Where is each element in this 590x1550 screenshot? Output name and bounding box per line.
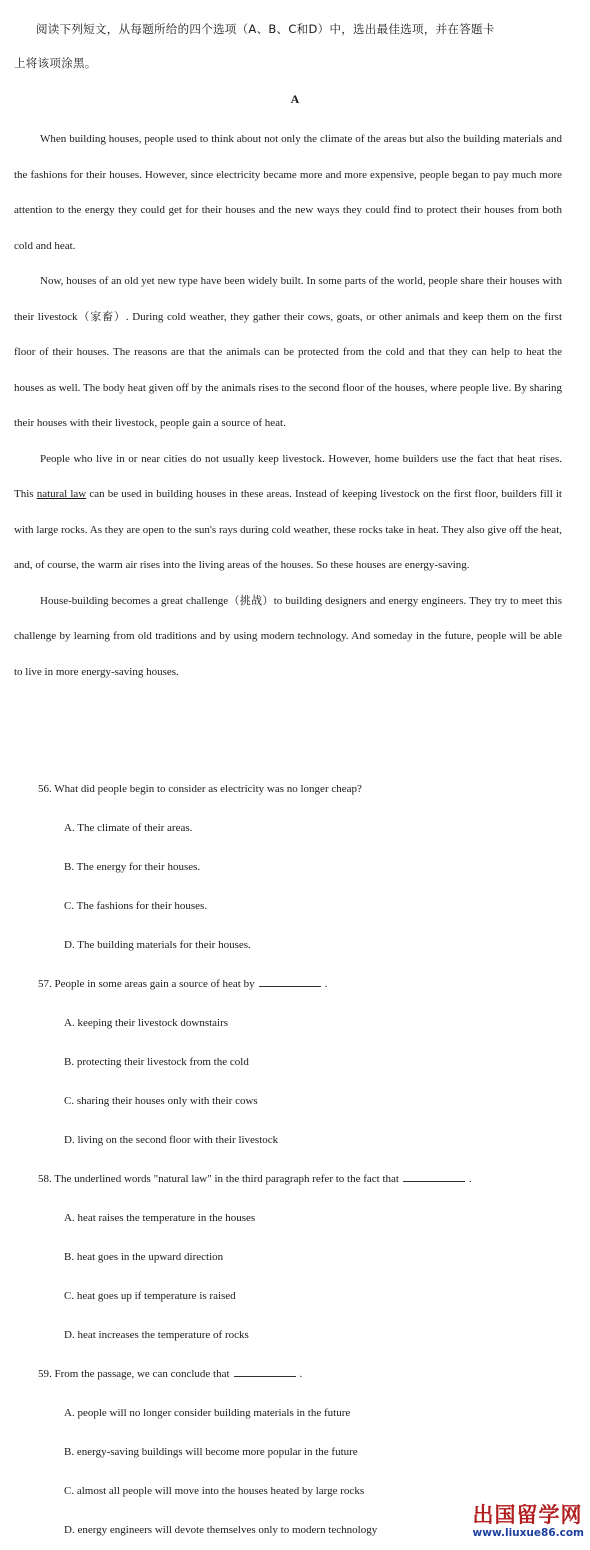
question-stem-end: .: [324, 978, 328, 990]
questions-list: [38, 770, 568, 1550]
option-d[interactable]: D. heat increases the temperature of rocks: [64, 1329, 249, 1341]
paragraph-3: [14, 442, 562, 584]
option-c[interactable]: C. almost all people will move into the houses heated by large rocks: [64, 1485, 365, 1497]
paragraph-3-before: People who live in or near cities do not usually keep livestock. However, home builders use the fact that heat rises. This: [14, 452, 562, 500]
option-c[interactable]: C. heat goes up if temperature is raised: [64, 1290, 236, 1302]
option-c[interactable]: C. The fashions for their houses.: [64, 900, 208, 912]
watermark-url: www.liuxue86.com: [472, 1527, 584, 1539]
question-stem: [38, 965, 568, 1004]
reading-passage: [14, 122, 562, 690]
option-b[interactable]: B. protecting their livestock from the cold: [64, 1056, 249, 1068]
section-title: A: [290, 92, 300, 106]
question-stem: [38, 1355, 568, 1394]
answer-blank: [259, 976, 321, 987]
instructions: [14, 12, 574, 80]
watermark-site-name: 出国留学网: [472, 1503, 583, 1527]
question-57: [38, 965, 568, 1160]
option-d[interactable]: D. The building materials for their houses.: [64, 939, 251, 951]
paragraph-3-after: can be used in building houses in these areas. Instead of keeping livestock on the first floor, builders fill it with large rocks. As they are open to the sun's rays during cold weather, these rocks take in heat. They also give off the heat, and, of course, the warm air rises into the living areas of the houses. So these houses are energy-saving.: [14, 488, 562, 571]
paragraph-2: Now, houses of an old yet new type have been widely built. In some parts of the world, people share their houses with their livestock（家畜）. During cold weather, they gather their cows, goats, or other animals and keep them on the first floor of their houses. The reasons are that the animals can be protected from the cold and that they can help to heat the houses as well. The body heat given off by the animals rises to the second floor of the houses, where people live. By sharing their houses with their livestock, people gain a source of heat.: [14, 275, 562, 429]
option-a[interactable]: A. people will no longer consider building materials in the future: [64, 1407, 351, 1419]
answer-blank: [403, 1171, 465, 1182]
option-d[interactable]: D. living on the second floor with their livestock: [64, 1134, 279, 1146]
underlined-natural-law: natural law: [36, 488, 87, 500]
question-stem: [38, 1160, 568, 1199]
instructions-line-2: 上将该项涂黑。: [14, 56, 97, 70]
option-a[interactable]: A. keeping their livestock downstairs: [64, 1017, 229, 1029]
site-watermark[interactable]: [473, 1503, 584, 1539]
question-stem-end: .: [299, 1368, 303, 1380]
question-stem-text: 59. From the passage, we can conclude that: [38, 1368, 230, 1380]
paragraph-4: House-building becomes a great challenge（挑战）to building designers and energy engineers. They try to meet this challenge by learning from old traditions and by using modern technology. And someday in the future, people will be able to live in more energy-saving houses.: [14, 594, 562, 678]
question-56: [38, 770, 568, 965]
option-d[interactable]: D. energy engineers will devote themselves only to modern technology: [64, 1524, 378, 1536]
option-a[interactable]: A. The climate of their areas.: [64, 822, 193, 834]
question-stem-text: 58. The underlined words "natural law" in the third paragraph refer to the fact that: [38, 1173, 399, 1185]
option-b[interactable]: B. heat goes in the upward direction: [64, 1251, 224, 1263]
option-b[interactable]: B. The energy for their houses.: [64, 861, 201, 873]
question-58: [38, 1160, 568, 1355]
paragraph-1: When building houses, people used to think about not only the climate of the areas but also the building materials and the fashions for their houses. However, since electricity became more and more expensive, people began to pay much more attention to the energy they could get for their houses and the new ways they could find to protect their houses from both cold and heat.: [14, 133, 562, 252]
answer-blank: [234, 1366, 296, 1377]
option-a[interactable]: A. heat raises the temperature in the houses: [64, 1212, 256, 1224]
question-stem-end: .: [468, 1173, 472, 1185]
instructions-line-1: 阅读下列短文，从每题所给的四个选项（A、B、C和D）中，选出最佳选项，并在答题卡: [36, 22, 495, 36]
question-stem: 56. What did people begin to consider as electricity was no longer cheap?: [38, 783, 362, 795]
option-b[interactable]: B. energy-saving buildings will become more popular in the future: [64, 1446, 358, 1458]
option-c[interactable]: C. sharing their houses only with their cows: [64, 1095, 258, 1107]
question-stem-text: 57. People in some areas gain a source of heat by: [38, 978, 255, 990]
